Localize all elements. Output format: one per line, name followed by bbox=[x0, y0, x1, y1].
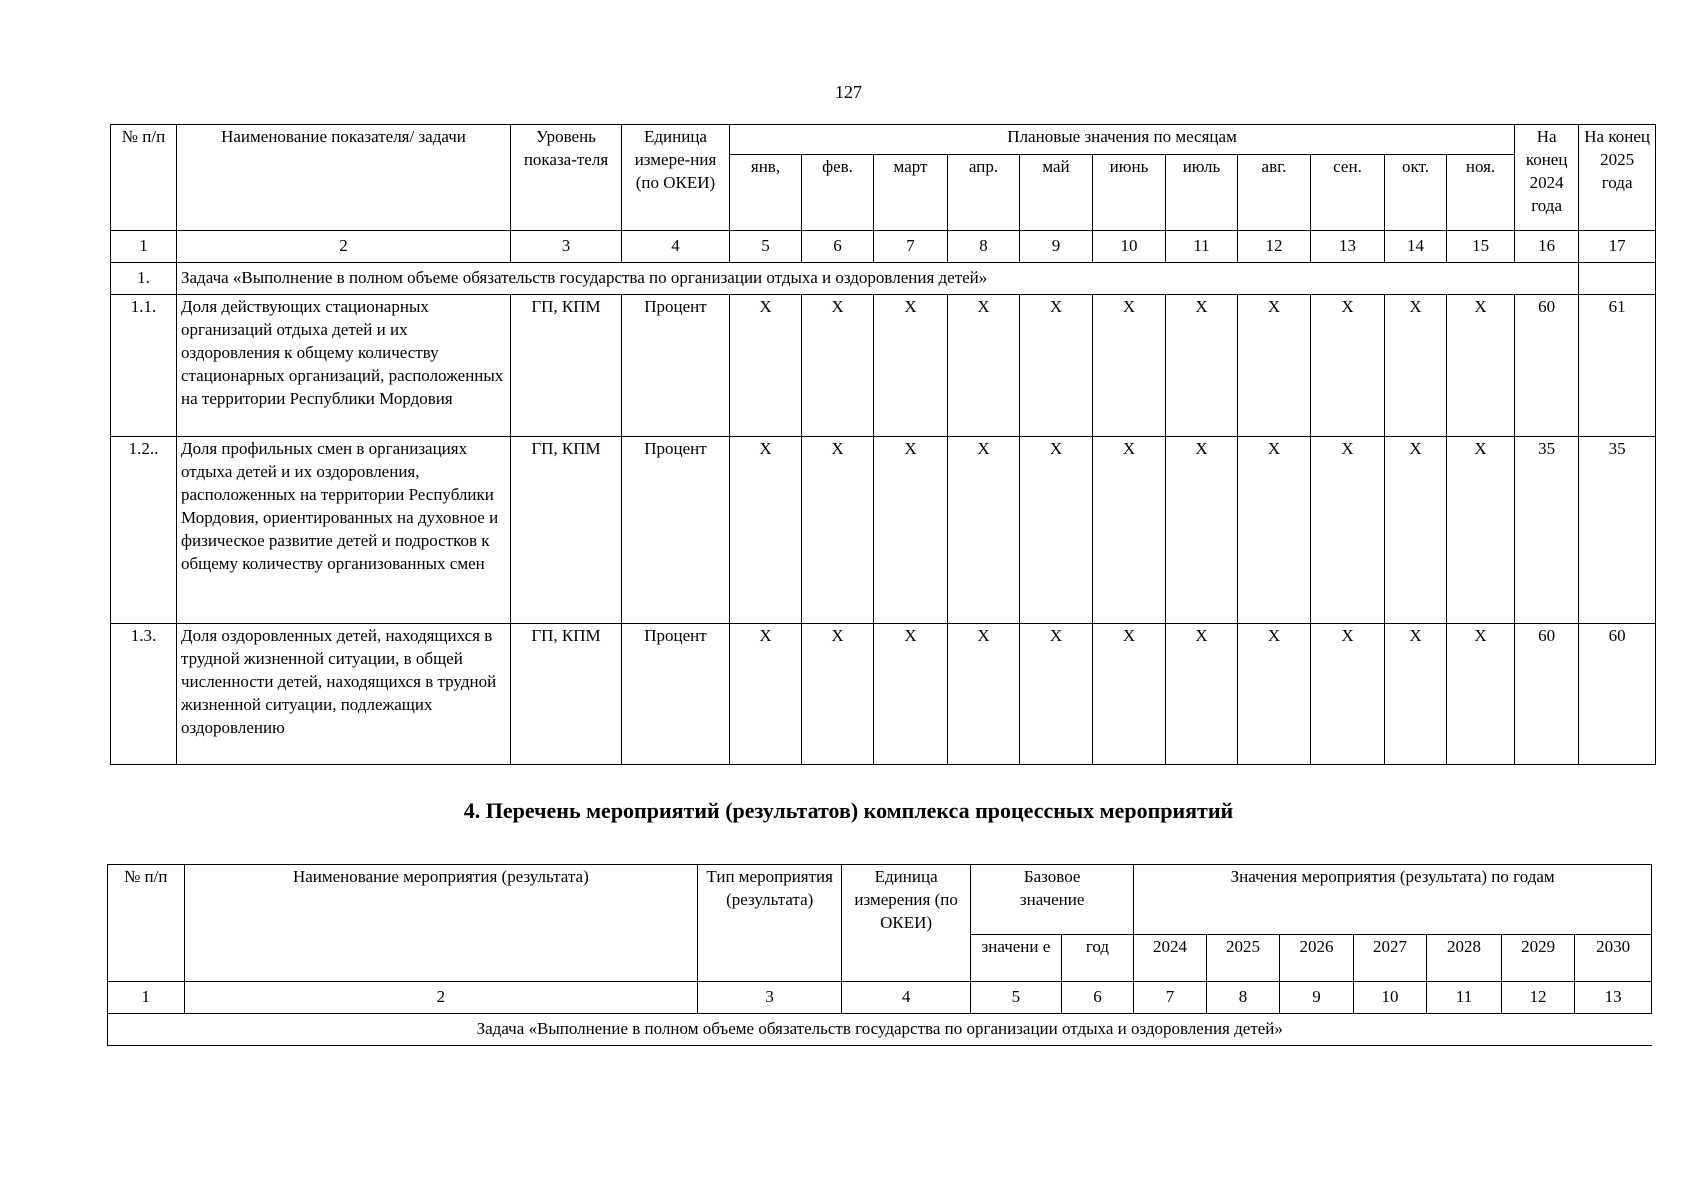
header-end-2024: На конец 2024 года bbox=[1515, 125, 1579, 231]
row-unit: Процент bbox=[622, 437, 730, 624]
table-row bbox=[111, 624, 1656, 765]
column-number: 4 bbox=[622, 231, 730, 263]
row-month-value: Х bbox=[730, 437, 802, 624]
section-title: 4. Перечень мероприятий (результатов) комплекса процессных мероприятий bbox=[463, 798, 1234, 823]
header-month: фев. bbox=[802, 155, 874, 231]
row-month-value: Х bbox=[1238, 437, 1311, 624]
page-number: 127 bbox=[835, 82, 862, 102]
row-unit: Процент bbox=[622, 624, 730, 765]
header-type: Тип мероприятия (результата) bbox=[698, 865, 842, 982]
row-name: Доля оздоровленных детей, находящихся в трудной жизненной ситуации, в общей численности детей, находящихся в трудной жизненной ситуации, подлежащих оздоровлению bbox=[177, 624, 511, 765]
column-number: 7 bbox=[874, 231, 948, 263]
row-level: ГП, КПМ bbox=[511, 295, 622, 437]
row-level: ГП, КПМ bbox=[511, 624, 622, 765]
header-month: июль bbox=[1166, 155, 1238, 231]
activities-table bbox=[107, 864, 1652, 1046]
column-number: 9 bbox=[1020, 231, 1093, 263]
column-number: 11 bbox=[1166, 231, 1238, 263]
column-number: 6 bbox=[1061, 982, 1134, 1014]
column-number: 16 bbox=[1515, 231, 1579, 263]
header-base-value: значени е bbox=[971, 935, 1062, 982]
header-month: ноя. bbox=[1447, 155, 1515, 231]
column-number: 12 bbox=[1238, 231, 1311, 263]
row-month-value: Х bbox=[1238, 295, 1311, 437]
header-end-2025: На конец 2025 года bbox=[1579, 125, 1656, 231]
row-month-value: Х bbox=[1385, 624, 1447, 765]
row-month-value: Х bbox=[802, 295, 874, 437]
row-month-value: Х bbox=[730, 295, 802, 437]
row-month-value: Х bbox=[1020, 624, 1093, 765]
column-number: 3 bbox=[511, 231, 622, 263]
row-month-value: Х bbox=[948, 295, 1020, 437]
row-month-value: Х bbox=[1311, 624, 1385, 765]
row-end-2025: 60 bbox=[1579, 624, 1656, 765]
row-month-value: Х bbox=[1447, 295, 1515, 437]
column-number: 8 bbox=[1206, 982, 1280, 1014]
column-number: 2 bbox=[177, 231, 511, 263]
row-month-value: Х bbox=[874, 624, 948, 765]
column-number: 1 bbox=[111, 231, 177, 263]
header-num: № п/п bbox=[111, 125, 177, 231]
header-month: янв, bbox=[730, 155, 802, 231]
column-number: 14 bbox=[1385, 231, 1447, 263]
task-empty-cell bbox=[1579, 263, 1656, 295]
row-month-value: Х bbox=[802, 437, 874, 624]
column-number: 12 bbox=[1501, 982, 1575, 1014]
header-month: июнь bbox=[1093, 155, 1166, 231]
indicators-table bbox=[110, 124, 1656, 765]
header-month: май bbox=[1020, 155, 1093, 231]
row-month-value: Х bbox=[1447, 437, 1515, 624]
column-number: 1 bbox=[108, 982, 185, 1014]
row-month-value: Х bbox=[1447, 624, 1515, 765]
header-monthly: Плановые значения по месяцам bbox=[730, 125, 1515, 155]
column-number: 17 bbox=[1579, 231, 1656, 263]
row-end-2024: 35 bbox=[1515, 437, 1579, 624]
column-number: 11 bbox=[1427, 982, 1502, 1014]
row-name: Доля действующих стационарных организаций отдыха детей и их оздоровления к общему количеству стационарных организаций, расположенных на территории Республики Мордовия bbox=[177, 295, 511, 437]
task-row bbox=[111, 263, 1656, 295]
task-row bbox=[108, 1014, 1652, 1046]
row-month-value: Х bbox=[1166, 624, 1238, 765]
row-month-value: Х bbox=[1238, 624, 1311, 765]
table-row bbox=[111, 437, 1656, 624]
column-number: 6 bbox=[802, 231, 874, 263]
row-month-value: Х bbox=[1093, 624, 1166, 765]
header-unit: Единица измере-ния (по ОКЕИ) bbox=[622, 125, 730, 231]
header-row bbox=[108, 865, 1652, 935]
row-month-value: Х bbox=[1385, 295, 1447, 437]
row-month-value: Х bbox=[1311, 437, 1385, 624]
header-row bbox=[111, 125, 1656, 155]
row-month-value: Х bbox=[874, 295, 948, 437]
header-year: 2024 bbox=[1134, 935, 1207, 982]
row-end-2025: 35 bbox=[1579, 437, 1656, 624]
header-values: Значения мероприятия (результата) по годам bbox=[1134, 865, 1652, 935]
column-number: 10 bbox=[1093, 231, 1166, 263]
column-number: 13 bbox=[1575, 982, 1652, 1014]
column-number: 10 bbox=[1353, 982, 1427, 1014]
header-name: Наименование показателя/ задачи bbox=[177, 125, 511, 231]
header-name: Наименование мероприятия (результата) bbox=[184, 865, 698, 982]
row-month-value: Х bbox=[1166, 437, 1238, 624]
header-month: март bbox=[874, 155, 948, 231]
header-month: авг. bbox=[1238, 155, 1311, 231]
row-num: 1.3. bbox=[111, 624, 177, 765]
header-year: 2027 bbox=[1353, 935, 1427, 982]
column-number: 15 bbox=[1447, 231, 1515, 263]
row-month-value: Х bbox=[802, 624, 874, 765]
row-month-value: Х bbox=[1020, 295, 1093, 437]
header-month: апр. bbox=[948, 155, 1020, 231]
row-month-value: Х bbox=[1311, 295, 1385, 437]
row-month-value: Х bbox=[874, 437, 948, 624]
row-end-2024: 60 bbox=[1515, 295, 1579, 437]
column-number: 5 bbox=[730, 231, 802, 263]
row-month-value: Х bbox=[1166, 295, 1238, 437]
row-end-2024: 60 bbox=[1515, 624, 1579, 765]
table-row bbox=[111, 295, 1656, 437]
row-end-2025: 61 bbox=[1579, 295, 1656, 437]
header-year: 2030 bbox=[1575, 935, 1652, 982]
header-base-year: год bbox=[1061, 935, 1134, 982]
row-level: ГП, КПМ bbox=[511, 437, 622, 624]
row-month-value: Х bbox=[948, 437, 1020, 624]
row-unit: Процент bbox=[622, 295, 730, 437]
column-number: 5 bbox=[971, 982, 1062, 1014]
column-numbers-row bbox=[108, 982, 1652, 1014]
header-level: Уровень показа-теля bbox=[511, 125, 622, 231]
header-year: 2029 bbox=[1501, 935, 1575, 982]
row-month-value: Х bbox=[1385, 437, 1447, 624]
header-month: сен. bbox=[1311, 155, 1385, 231]
column-numbers-row bbox=[111, 231, 1656, 263]
header-year: 2026 bbox=[1280, 935, 1354, 982]
column-number: 7 bbox=[1134, 982, 1207, 1014]
row-num: 1.1. bbox=[111, 295, 177, 437]
task-text: Задача «Выполнение в полном объеме обязательств государства по организации отдыха и оздоровления детей» bbox=[177, 263, 1579, 295]
row-month-value: Х bbox=[1093, 295, 1166, 437]
header-year: 2025 bbox=[1206, 935, 1280, 982]
task-num: 1. bbox=[111, 263, 177, 295]
header-year: 2028 bbox=[1427, 935, 1502, 982]
column-number: 13 bbox=[1311, 231, 1385, 263]
row-month-value: Х bbox=[730, 624, 802, 765]
row-num: 1.2.. bbox=[111, 437, 177, 624]
task-text: Задача «Выполнение в полном объеме обязательств государства по организации отдыха и оздоровления детей» bbox=[108, 1014, 1652, 1046]
row-month-value: Х bbox=[1020, 437, 1093, 624]
row-name: Доля профильных смен в организациях отдыха детей и их оздоровления, расположенных на территории Республики Мордовия, ориентированных на духовное и физическое развитие детей и подростков к общему количеству организованных смен bbox=[177, 437, 511, 624]
header-unit: Единица измерения (по ОКЕИ) bbox=[842, 865, 971, 982]
column-number: 8 bbox=[948, 231, 1020, 263]
header-month: окт. bbox=[1385, 155, 1447, 231]
column-number: 4 bbox=[842, 982, 971, 1014]
header-num: № п/п bbox=[108, 865, 185, 982]
column-number: 2 bbox=[184, 982, 698, 1014]
row-month-value: Х bbox=[948, 624, 1020, 765]
header-base: Базовое значение bbox=[971, 865, 1134, 935]
column-number: 9 bbox=[1280, 982, 1354, 1014]
row-month-value: Х bbox=[1093, 437, 1166, 624]
column-number: 3 bbox=[698, 982, 842, 1014]
